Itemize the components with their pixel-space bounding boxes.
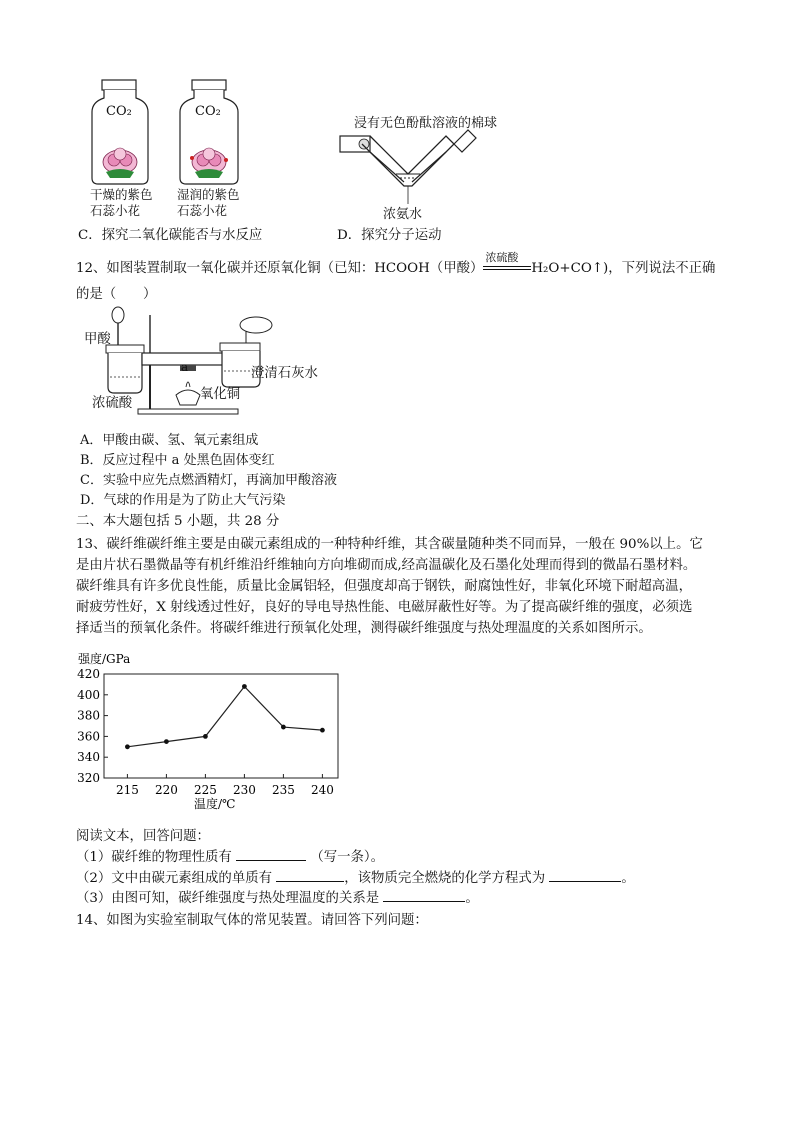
jar2-gas-label: CO₂ (195, 104, 221, 119)
jar2-caption (177, 187, 240, 219)
q12-arrow-line2 (483, 269, 531, 270)
q12-option-a: A．甲酸由碳、氢、氧元素组成 (80, 433, 259, 448)
q13-q2-middle: ，该物质完全燃烧的化学方程式为 (344, 871, 546, 886)
q13-q1-answer-blank[interactable] (236, 848, 306, 861)
data-point (125, 744, 130, 749)
co2-jars-illustration (84, 78, 254, 190)
q13-q2-answer-blank-2[interactable] (549, 869, 621, 882)
jar1-caption-line1: 干燥的紫色 (90, 187, 153, 202)
jar2-caption-line1: 湿润的紫色 (177, 187, 240, 202)
label-limewater: 澄清石灰水 (251, 366, 318, 381)
section-2-heading: 二、本大题包括 5 小题，共 28 分 (76, 514, 280, 529)
data-point (281, 725, 286, 730)
q12-reaction-arrow (483, 251, 531, 272)
q13-question-2 (76, 869, 635, 889)
y-tick-label: 360 (77, 729, 100, 744)
x-tick-label: 240 (310, 783, 334, 797)
data-point (203, 734, 208, 739)
q13-q2-answer-blank-1[interactable] (276, 869, 344, 882)
q13-read-prompt: 阅读文本，回答问题： (76, 829, 210, 844)
q13-paragraph-line2: 是由片状石墨微晶等有机纤维沿纤维轴向方向堆砌而成,经高温碳化及石墨化处理而得到的微晶石墨材料。 (76, 558, 697, 573)
data-point (242, 684, 247, 689)
q12-line1-before: 12、如图装置制取一氧化碳并还原氧化铜（已知：HCOOH（甲酸） (76, 261, 484, 276)
data-point (320, 728, 325, 733)
chart-plot-frame (104, 674, 338, 778)
fig-d-top-label: 浸有无色酚酞溶液的棉球 (354, 116, 498, 131)
option-d-text: D．探究分子运动 (337, 228, 442, 243)
y-tick-label: 340 (77, 750, 100, 765)
q13-paragraph-line1: 13、碳纤维碳纤维主要是由碳元素组成的一种特种纤维，其含碳量随种类不同而异，一般在 90%以上。它 (76, 537, 703, 552)
x-tick-label: 220 (154, 783, 178, 797)
chart-xlabel: 温度/℃ (194, 797, 236, 811)
jar1-gas-label: CO₂ (106, 104, 132, 119)
q12-option-d: D．气球的作用是为了防止大气污染 (80, 493, 286, 508)
label-formic-acid: 甲酸 (84, 332, 111, 347)
data-point (164, 739, 169, 744)
option-c-text: C．探究二氧化碳能否与水反应 (78, 228, 263, 243)
q13-q2-after: 。 (621, 871, 635, 886)
q13-paragraph-line4: 耐疲劳性好，X 射线透过性好，良好的导电导热性能、电磁屏蔽性好等。为了提高碳纤维的强度，必须选 (76, 600, 693, 615)
q12-option-c: C．实验中应先点燃酒精灯，再滴加甲酸溶液 (80, 473, 337, 488)
q12-line1 (76, 251, 716, 279)
jar-wet-flower (180, 80, 238, 184)
q13-q3-answer-blank[interactable] (383, 889, 465, 902)
strength-temperature-chart (70, 646, 360, 816)
chart-ylabel: 强度/GPa (78, 652, 131, 666)
q12-arrow-line (483, 266, 531, 267)
q13-q1-after: （写一条）。 (310, 850, 385, 865)
label-sulfuric-acid: 浓硫酸 (92, 396, 133, 411)
y-tick-label: 400 (77, 687, 100, 702)
fig-d-bottom-label: 浓氨水 (383, 207, 423, 222)
y-tick-label: 420 (77, 667, 100, 681)
label-copper-oxide: 氧化铜 (200, 387, 241, 402)
x-tick-label: 215 (115, 783, 139, 797)
q12-arrow-label: 浓硫酸 (485, 251, 519, 264)
q13-q1-before: （1）碳纤维的物理性质有 (76, 850, 232, 865)
chart-svg (70, 646, 360, 816)
q14-text: 14、如图为实验室制取气体的常见装置。请回答下列问题： (76, 913, 428, 928)
q12-line2: 的是（ ） (76, 287, 157, 302)
x-tick-label: 225 (193, 783, 217, 797)
q13-paragraph-line3: 碳纤维具有许多优良性能，质量比金属铝轻，但强度却高于钢铁，耐腐蚀性好，非氧化环境下耐超高温， (76, 579, 692, 594)
x-tick-label: 230 (232, 783, 256, 797)
jar-dry-flower (92, 80, 148, 184)
q12-option-b: B．反应过程中 a 处黑色固体变红 (80, 453, 275, 468)
jar1-caption-line2: 石蕊小花 (90, 203, 141, 218)
q13-paragraph-line5: 择适当的预氧化条件。将碳纤维进行预氧化处理，测得碳纤维强度与热处理温度的关系如图所示。 (76, 621, 652, 636)
x-tick-label: 235 (271, 783, 295, 797)
y-tick-label: 380 (77, 708, 100, 723)
series-line (127, 686, 322, 746)
y-tick-label: 320 (77, 771, 100, 785)
figure-c-co2-jars (84, 78, 254, 190)
q12-line1-after: H₂O+CO↑)，下列说法不正确 (531, 261, 716, 276)
q13-question-1 (76, 848, 384, 868)
label-a: a (181, 360, 189, 374)
q13-q3-before: （3）由图可知，碳纤维强度与热处理温度的关系是 (76, 891, 380, 906)
q13-q3-after: 。 (465, 891, 479, 906)
jar1-caption (90, 187, 153, 219)
q13-question-3 (76, 889, 479, 909)
jar2-caption-line2: 石蕊小花 (177, 203, 228, 218)
q13-q2-before: （2）文中由碳元素组成的单质有 (76, 871, 272, 886)
